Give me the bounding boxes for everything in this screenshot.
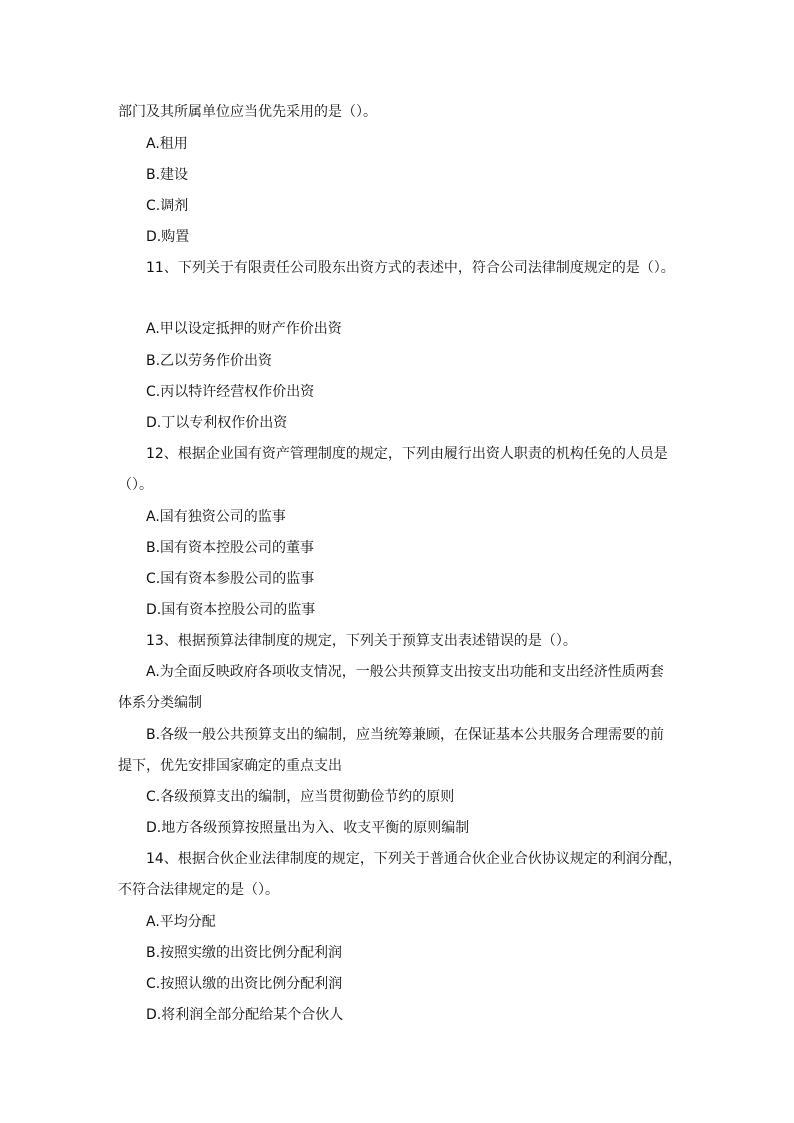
question-10-option-c: C.调剂 — [146, 198, 189, 214]
question-12-stem: 12、根据企业国有资产管理制度的规定，下列由履行出资人职责的机构任免的人员是 — [146, 446, 668, 462]
question-12-option-c: C.国有资本参股公司的监事 — [146, 571, 315, 587]
question-14-stem: 14、根据合伙企业法律制度的规定，下列关于普通合伙企业合伙协议规定的利润分配， — [146, 851, 682, 867]
question-13-option-a: A.为全面反映政府各项收支情况，一般公共预算支出按支出功能和支出经济性质两套 — [146, 664, 664, 680]
question-10-option-d: D.购置 — [146, 229, 190, 245]
question-13-option-b: B.各级一般公共预算支出的编制，应当统筹兼顾，在保证基本公共服务合理需要的前 — [146, 727, 665, 743]
question-10-stem-continuation: 部门及其所属单位应当优先采用的是（）。 — [118, 104, 377, 120]
question-13-option-b-continuation: 提下，优先安排国家确定的重点支出 — [118, 758, 342, 774]
question-13-stem: 13、根据预算法律制度的规定，下列关于预算支出表述错误的是（）。 — [146, 633, 577, 649]
question-11-option-b: B.乙以劳务作价出资 — [146, 353, 273, 369]
question-14-option-b: B.按照实缴的出资比例分配利润 — [146, 945, 343, 961]
question-14-option-a: A.平均分配 — [146, 914, 216, 930]
question-10-option-a: A.租用 — [146, 136, 188, 152]
question-12-option-d: D.国有资本控股公司的监事 — [146, 602, 316, 618]
question-13-option-a-continuation: 体系分类编制 — [118, 695, 202, 711]
question-14-stem-continuation: 不符合法律规定的是（）。 — [118, 882, 279, 898]
question-12-option-a: A.国有独资公司的监事 — [146, 509, 286, 525]
question-11-option-d: D.丁以专利权作价出资 — [146, 415, 288, 431]
question-11-option-c: C.丙以特许经营权作价出资 — [146, 384, 315, 400]
question-12-option-b: B.国有资本控股公司的董事 — [146, 540, 315, 556]
question-11-stem: 11、下列关于有限责任公司股东出资方式的表述中，符合公司法律制度规定的是（）。 — [146, 260, 675, 276]
question-13-option-c: C.各级预算支出的编制，应当贯彻勤俭节约的原则 — [146, 789, 455, 805]
question-11-option-a: A.甲以设定抵押的财产作价出资 — [146, 321, 342, 337]
question-10-option-b: B.建设 — [146, 167, 189, 183]
question-14-option-c: C.按照认缴的出资比例分配利润 — [146, 976, 343, 992]
question-14-option-d: D.将利润全部分配给某个合伙人 — [146, 1007, 344, 1023]
question-12-stem-continuation: （）。 — [118, 477, 153, 493]
question-13-option-d: D.地方各级预算按照量出为入、收支平衡的原则编制 — [146, 820, 470, 836]
